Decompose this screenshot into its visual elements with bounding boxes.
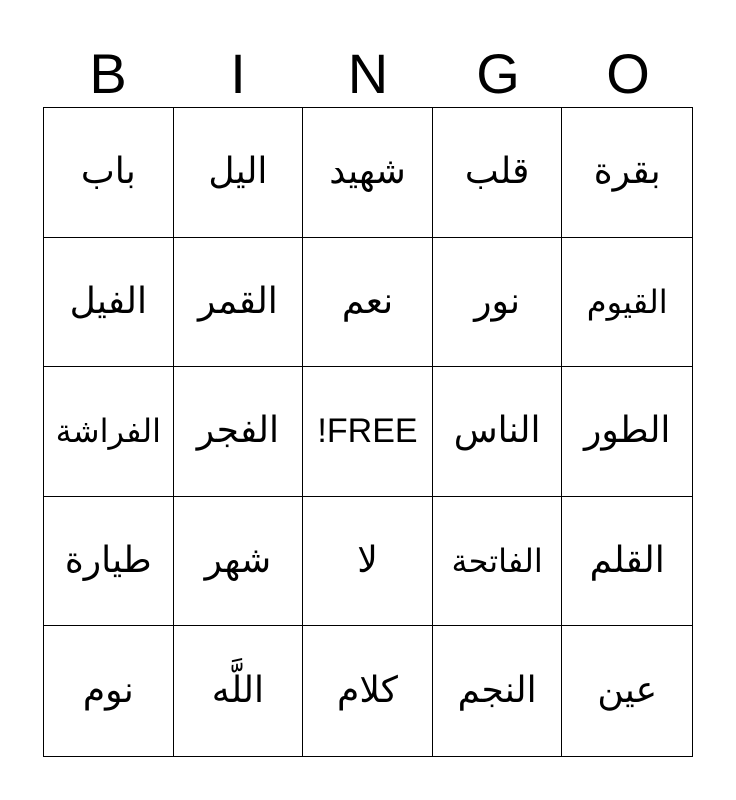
cell-word: عين: [597, 670, 658, 712]
bingo-cell: [562, 108, 692, 238]
bingo-cell: [562, 497, 692, 627]
cell-word: الناس: [453, 410, 541, 452]
cell-word: بقرة: [593, 151, 661, 193]
cell-word: الطور: [583, 410, 671, 452]
bingo-cell: [44, 108, 174, 238]
cell-word: نوم: [82, 670, 134, 712]
bingo-cell: [174, 108, 304, 238]
bingo-cell: [433, 367, 563, 497]
bingo-cell: [433, 108, 563, 238]
bingo-cell: [562, 367, 692, 497]
bingo-cell: [44, 367, 174, 497]
bingo-cell: [174, 626, 304, 756]
bingo-cell: [174, 497, 304, 627]
free-space-label: FREE!: [317, 412, 418, 451]
cell-word: طيارة: [64, 540, 152, 582]
cell-word: لا: [357, 540, 378, 582]
bingo-cell: [44, 238, 174, 368]
header-letter-i: I: [230, 42, 246, 105]
cell-word: القيوم: [586, 282, 668, 321]
cell-word: الفاتحة: [451, 542, 543, 581]
bingo-board: [43, 107, 693, 757]
free-space-cell: [303, 367, 433, 497]
cell-word: اللَّه: [211, 670, 264, 712]
cell-word: نور: [474, 280, 521, 322]
bingo-cell: [433, 238, 563, 368]
cell-word: القلم: [589, 540, 665, 582]
header-letter-n: N: [347, 42, 389, 105]
cell-word: النجم: [457, 670, 537, 712]
cell-word: قلب: [464, 151, 530, 193]
bingo-cell: [303, 497, 433, 627]
bingo-cell: [562, 626, 692, 756]
cell-word: الفيل: [69, 280, 147, 322]
bingo-cell: [433, 626, 563, 756]
bingo-cell: [433, 497, 563, 627]
cell-word: شهيد: [329, 151, 406, 193]
cell-word: كلام: [337, 670, 398, 712]
cell-word: باب: [80, 151, 136, 193]
bingo-cell: [303, 108, 433, 238]
cell-word: الفراشة: [55, 412, 161, 451]
bingo-header: [43, 40, 693, 108]
cell-word: شهر: [204, 540, 272, 582]
bingo-cell: [303, 238, 433, 368]
cell-word: الفجر: [196, 410, 280, 452]
cell-word: نعم: [341, 280, 394, 322]
cell-word: اليل: [208, 151, 268, 193]
bingo-cell: [562, 238, 692, 368]
bingo-cell: [174, 238, 304, 368]
header-letter-o: O: [606, 42, 650, 105]
bingo-cell: [44, 626, 174, 756]
header-letter-b: B: [89, 42, 127, 105]
cell-word: القمر: [197, 280, 278, 322]
header-letter-g: G: [476, 42, 520, 105]
bingo-cell: [174, 367, 304, 497]
bingo-cell: [303, 626, 433, 756]
bingo-cell: [44, 497, 174, 627]
